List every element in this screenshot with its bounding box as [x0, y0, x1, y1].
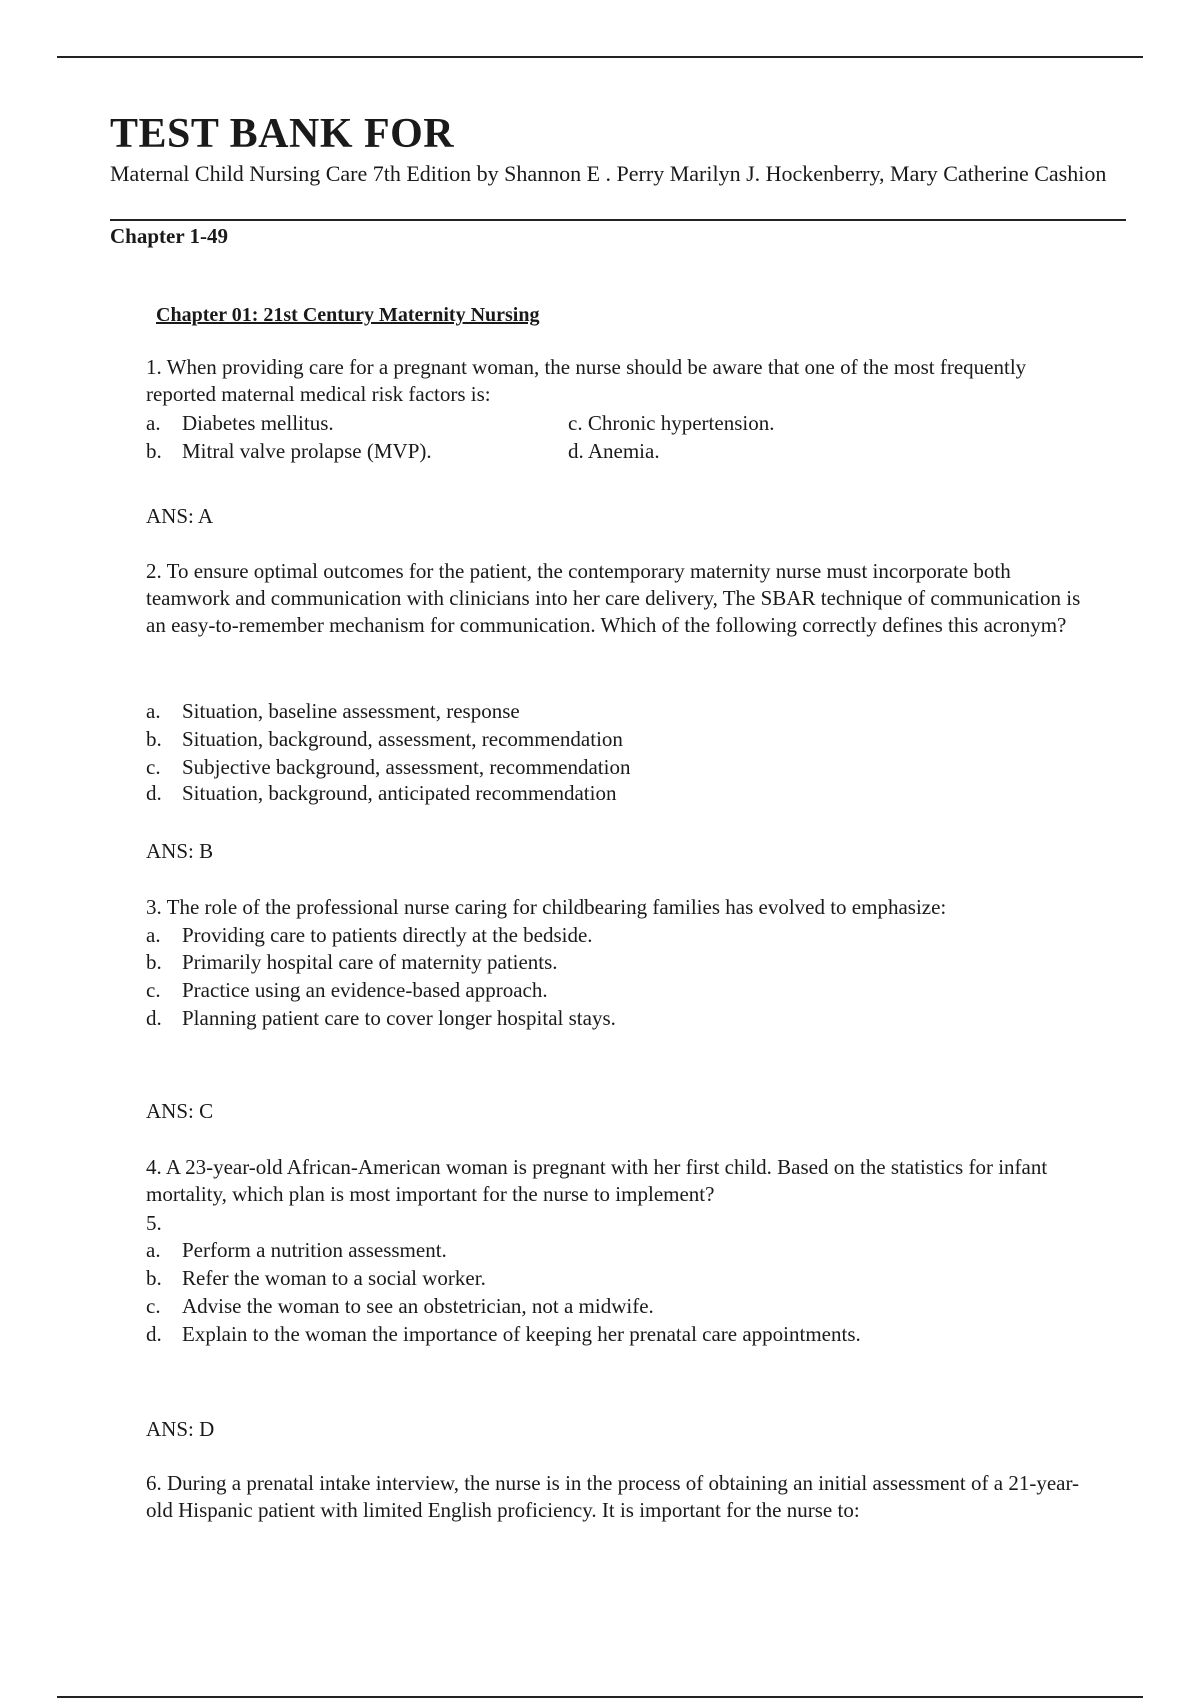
chapter-heading: Chapter 01: 21st Century Maternity Nursing — [156, 304, 540, 326]
document-title: TEST BANK FOR — [110, 111, 455, 157]
question-2-answer: ANS: B — [146, 839, 214, 863]
question-1-option-c: c. Chronic hypertension. — [568, 411, 775, 435]
question-4-option-c: c. Advise the woman to see an obstetrician, not a midwife. — [146, 1294, 654, 1318]
question-6-text: 6. During a prenatal intake interview, the nurse is in the process of obtaining an initial assessment of a 21-year-old Hispanic patient with limited English proficiency. It is important for the nurse to: — [146, 1471, 1080, 1522]
question-1-option-b: b. Mitral valve prolapse (MVP). — [146, 439, 432, 463]
question-1-option-a: a. Diabetes mellitus. — [146, 411, 334, 435]
question-5-number: 5. — [146, 1211, 162, 1235]
question-3-option-b: b. Primarily hospital care of maternity patients. — [146, 950, 558, 974]
question-1-text: 1. When providing care for a pregnant woman, the nurse should be aware that one of the most frequently reported maternal medical risk factors is: — [146, 355, 1027, 406]
bottom-rule — [57, 1696, 1143, 1698]
question-2-option-c: c. Subjective background, assessment, recommendation — [146, 755, 631, 779]
question-3-option-d: d. Planning patient care to cover longer hospital stays. — [146, 1006, 616, 1030]
question-3-option-c: c. Practice using an evidence-based approach. — [146, 978, 548, 1002]
question-1-answer: ANS: A — [146, 504, 214, 528]
question-2-option-a: a. Situation, baseline assessment, response — [146, 699, 520, 723]
question-4-text: 4. A 23-year-old African-American woman is pregnant with her first child. Based on the statistics for infant mortality, which plan is most important for the nurse to implement? — [146, 1155, 1048, 1206]
question-1-option-d: d. Anemia. — [568, 439, 660, 463]
question-4-option-d: d. Explain to the woman the importance of keeping her prenatal care appointments. — [146, 1322, 861, 1346]
question-2-option-d: d. Situation, background, anticipated recommendation — [146, 781, 617, 805]
question-3-option-a: a. Providing care to patients directly at the bedside. — [146, 923, 593, 947]
question-4-option-a: a. Perform a nutrition assessment. — [146, 1238, 447, 1262]
top-rule — [57, 56, 1143, 58]
question-2-text: 2. To ensure optimal outcomes for the patient, the contemporary maternity nurse must incorporate both teamwork and communication with clinicians into her care delivery, The SBAR technique of communication is an easy-to-remember mechanism for communication. Which of the following correctly defines this acronym? — [146, 559, 1081, 637]
subtitle-rule — [110, 219, 1126, 221]
document-subtitle: Maternal Child Nursing Care 7th Edition by Shannon E . Perry Marilyn J. Hockenberry, Mary Catherine Cashion — [110, 161, 1107, 186]
question-2-option-b: b. Situation, background, assessment, recommendation — [146, 727, 623, 751]
question-3-answer: ANS: C — [146, 1099, 214, 1123]
question-4-answer: ANS: D — [146, 1417, 215, 1441]
question-4-option-b: b. Refer the woman to a social worker. — [146, 1266, 486, 1290]
question-3-text: 3. The role of the professional nurse caring for childbearing families has evolved to emphasize: — [146, 895, 947, 919]
chapter-range: Chapter 1-49 — [110, 224, 229, 248]
